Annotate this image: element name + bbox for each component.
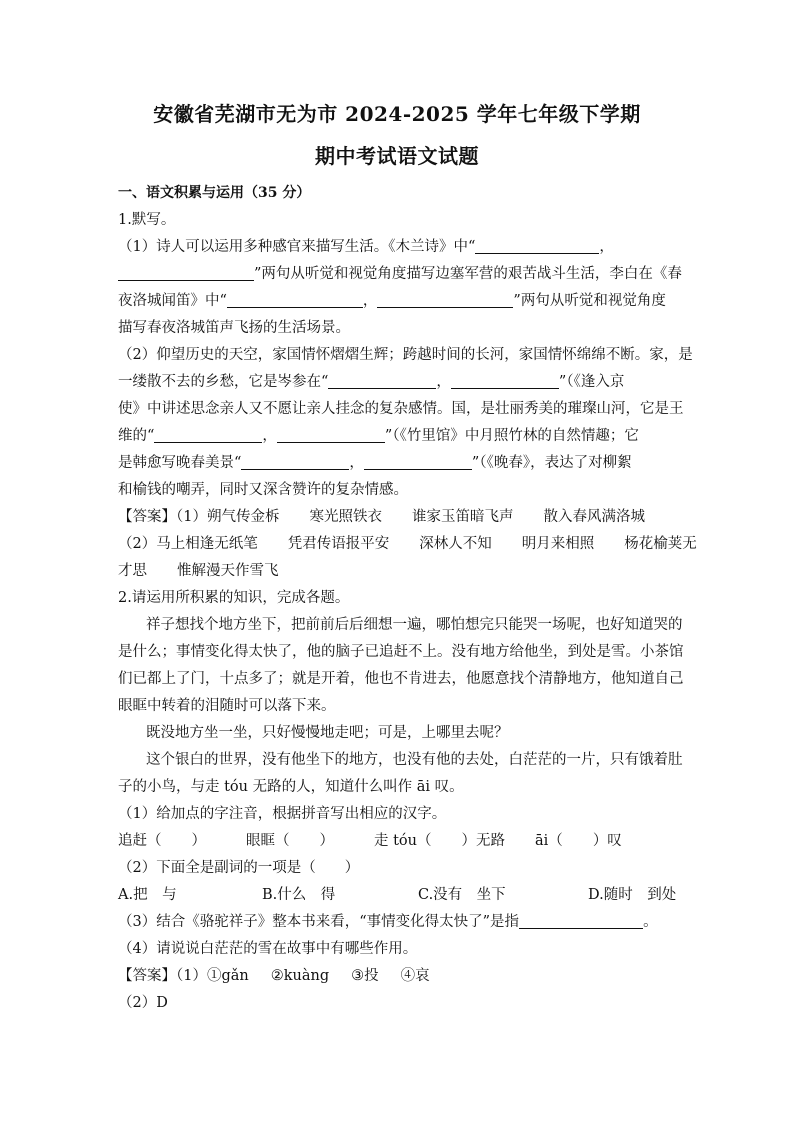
document-title-line2: 期中考试语文试题 (315, 144, 479, 168)
answer-blank (277, 426, 385, 443)
q1-part1-line4: 描写春夜洛城笛声飞扬的生活场景。 (118, 320, 350, 336)
pinyin-item: 追赶（ (118, 833, 162, 849)
answer-item: 谁家玉笛暗飞声 (411, 509, 514, 525)
answer-blank (519, 912, 643, 929)
answer-label: 【答案】 (118, 509, 176, 525)
q1-comma: ， (262, 428, 277, 444)
q1-part2-line4 (118, 423, 678, 450)
answer-item: 朔气传金柝 (206, 509, 280, 525)
q2-answer-line2: （2）D (118, 995, 168, 1011)
answer-part-prefix: （1） (176, 509, 207, 525)
q1-text: 维的“ (118, 428, 155, 444)
q1-answer-line3 (118, 558, 678, 585)
q1-text: 是韩愈写晚春美景“ (118, 455, 242, 471)
passage-line: 是什么；事情变化得太快了，他的脑子已追赶不上。没有地方给他坐，到处是雪。小茶馆 (118, 644, 684, 660)
option-c: C.没有 坐下 (418, 887, 506, 903)
q1-comma: ， (362, 293, 378, 309)
passage-line: 既没地方坐一坐，只好慢慢地走吧；可是，上哪里去呢？ (146, 725, 509, 741)
q1-comma: ， (436, 374, 451, 390)
question-2-label: 2.请运用所积累的知识，完成各题。 (118, 590, 350, 606)
passage-line: 们已都上了门，十点多了；就是开着，他也不肯进去，他愿意找个清静地方，他知道自己 (118, 671, 684, 687)
document-title-line1: 安徽省芜湖市无为市 2024-2025 学年七年级下学期 (153, 102, 641, 126)
answer-item: 惟解漫天作雪飞 (177, 563, 279, 579)
pinyin-item: ）叹 (592, 833, 622, 849)
pinyin-item: 眼眶（ (246, 833, 290, 849)
option-b: B.什么 得 (262, 887, 336, 903)
answer-part-prefix: （2） (118, 536, 157, 552)
answer-item: ②kuàng (270, 968, 330, 984)
answer-item: 杨花榆荚无 (624, 536, 697, 552)
q2-sub1-prompt: （1）给加点的字注音，根据拼音写出相应的汉字。 (118, 806, 447, 822)
pinyin-item: ）无路 (461, 833, 506, 849)
q1-text: 夜洛城闻笛》中“ (118, 293, 227, 309)
passage-line: 眼眶中转着的泪随时可以落下来。 (118, 698, 336, 714)
pinyin-item: āi（ (535, 833, 563, 849)
q1-text: ”（《晚春》，表达了对柳絮 (471, 455, 632, 471)
answer-item: 才思 (118, 563, 147, 579)
answer-blank (227, 291, 363, 308)
answer-label: 【答案】 (118, 968, 176, 984)
q1-text: ”（《竹里馆》中月照竹林的自然情趣；它 (384, 428, 639, 444)
answer-blank (364, 453, 472, 470)
q1-part1-line3 (118, 288, 678, 315)
option-a: A.把 与 (118, 887, 177, 903)
question-1-label: 1.默写。 (118, 212, 176, 228)
answer-item: 凭君传语报平安 (287, 536, 390, 552)
q2-sub2-prompt: （2）下面全是副词的一项是（ ） (118, 860, 360, 876)
answer-blank (377, 291, 513, 308)
q2-text: （3）结合《骆驼祥子》整本书来看，“事情变化得太快了”是指 (118, 914, 520, 930)
q1-answer-line1 (118, 504, 678, 531)
answer-blank (475, 237, 599, 254)
q1-part1-line2 (118, 261, 682, 288)
q1-part2-line2 (118, 369, 678, 396)
document-body (118, 180, 697, 1017)
option-d: D.随时 到处 (588, 887, 677, 903)
q1-text: ”两句从听觉和视觉角度描写边塞军营的艰苦战斗生活，李白在《春 (254, 266, 682, 282)
passage-line: 这个银白的世界，没有他坐下的地方，也没有他的去处，白茫茫的一片，只有饿着肚 (146, 752, 683, 768)
q1-text: ”（《逢入京 (558, 374, 625, 390)
q2-options (118, 882, 678, 909)
q1-text: （1）诗人可以运用多种感官来描写生活。《木兰诗》中“ (118, 239, 476, 255)
q1-comma: ， (349, 455, 364, 471)
answer-item: 散入春风满洛城 (543, 509, 645, 525)
q1-text: ”两句从听觉和视觉角度 (513, 293, 666, 309)
answer-blank (328, 372, 436, 389)
answer-item: 深林人不知 (419, 536, 492, 552)
q2-sub3-prompt (118, 909, 678, 936)
answer-item: ①gǎn (206, 968, 249, 984)
passage-line: 祥子想找个地方坐下，把前前后后细想一遍，哪怕想完只能哭一场呢，也好知道哭的 (146, 617, 683, 633)
q1-text: 一缕散不去的乡愁，它是岑参在“ (118, 374, 329, 390)
answer-item: ③投 (351, 968, 379, 984)
answer-item: 马上相逢无纸笔 (156, 536, 258, 552)
q1-part2-line5 (118, 450, 678, 477)
section-heading: 一、语文积累与运用（35 分） (118, 185, 311, 201)
pinyin-item: 走 tóu（ (374, 833, 432, 849)
q1-part2-line3: 使》中讲述思念亲人又不愿让亲人挂念的复杂感情。国，是壮丽秀美的璀璨山河，它是王 (118, 401, 684, 417)
pinyin-item: ） (319, 833, 334, 849)
q1-part1-line1 (118, 234, 678, 261)
pinyin-item: ） (191, 833, 206, 849)
q2-text: 。 (643, 914, 658, 930)
q1-part2-line1: （2）仰望历史的天空，家国情怀熠熠生辉；跨越时间的长河，家国情怀绵绵不断。家，是 (118, 347, 693, 363)
answer-blank (451, 372, 559, 389)
q1-comma: ， (599, 239, 614, 255)
q2-answer-line1 (118, 963, 678, 990)
answer-item: ④哀 (400, 968, 430, 984)
answer-blank (241, 453, 349, 470)
q2-pinyin-items (118, 828, 678, 855)
q1-answer-line2 (118, 531, 697, 558)
passage-line: 子的小鸟，与走 tóu 无路的人，知道什么叫作 āi 叹。 (118, 779, 464, 795)
answer-blank (118, 264, 254, 281)
q2-sub4-prompt: （4）请说说白茫茫的雪在故事中有哪些作用。 (118, 941, 418, 957)
answer-part-prefix: （1） (176, 968, 207, 984)
answer-blank (154, 426, 262, 443)
q1-part2-line6: 和榆钱的嘲弄，同时又深含赞许的复杂情感。 (118, 482, 408, 498)
answer-item: 明月来相照 (521, 536, 595, 552)
answer-item: 寒光照铁衣 (309, 509, 382, 525)
